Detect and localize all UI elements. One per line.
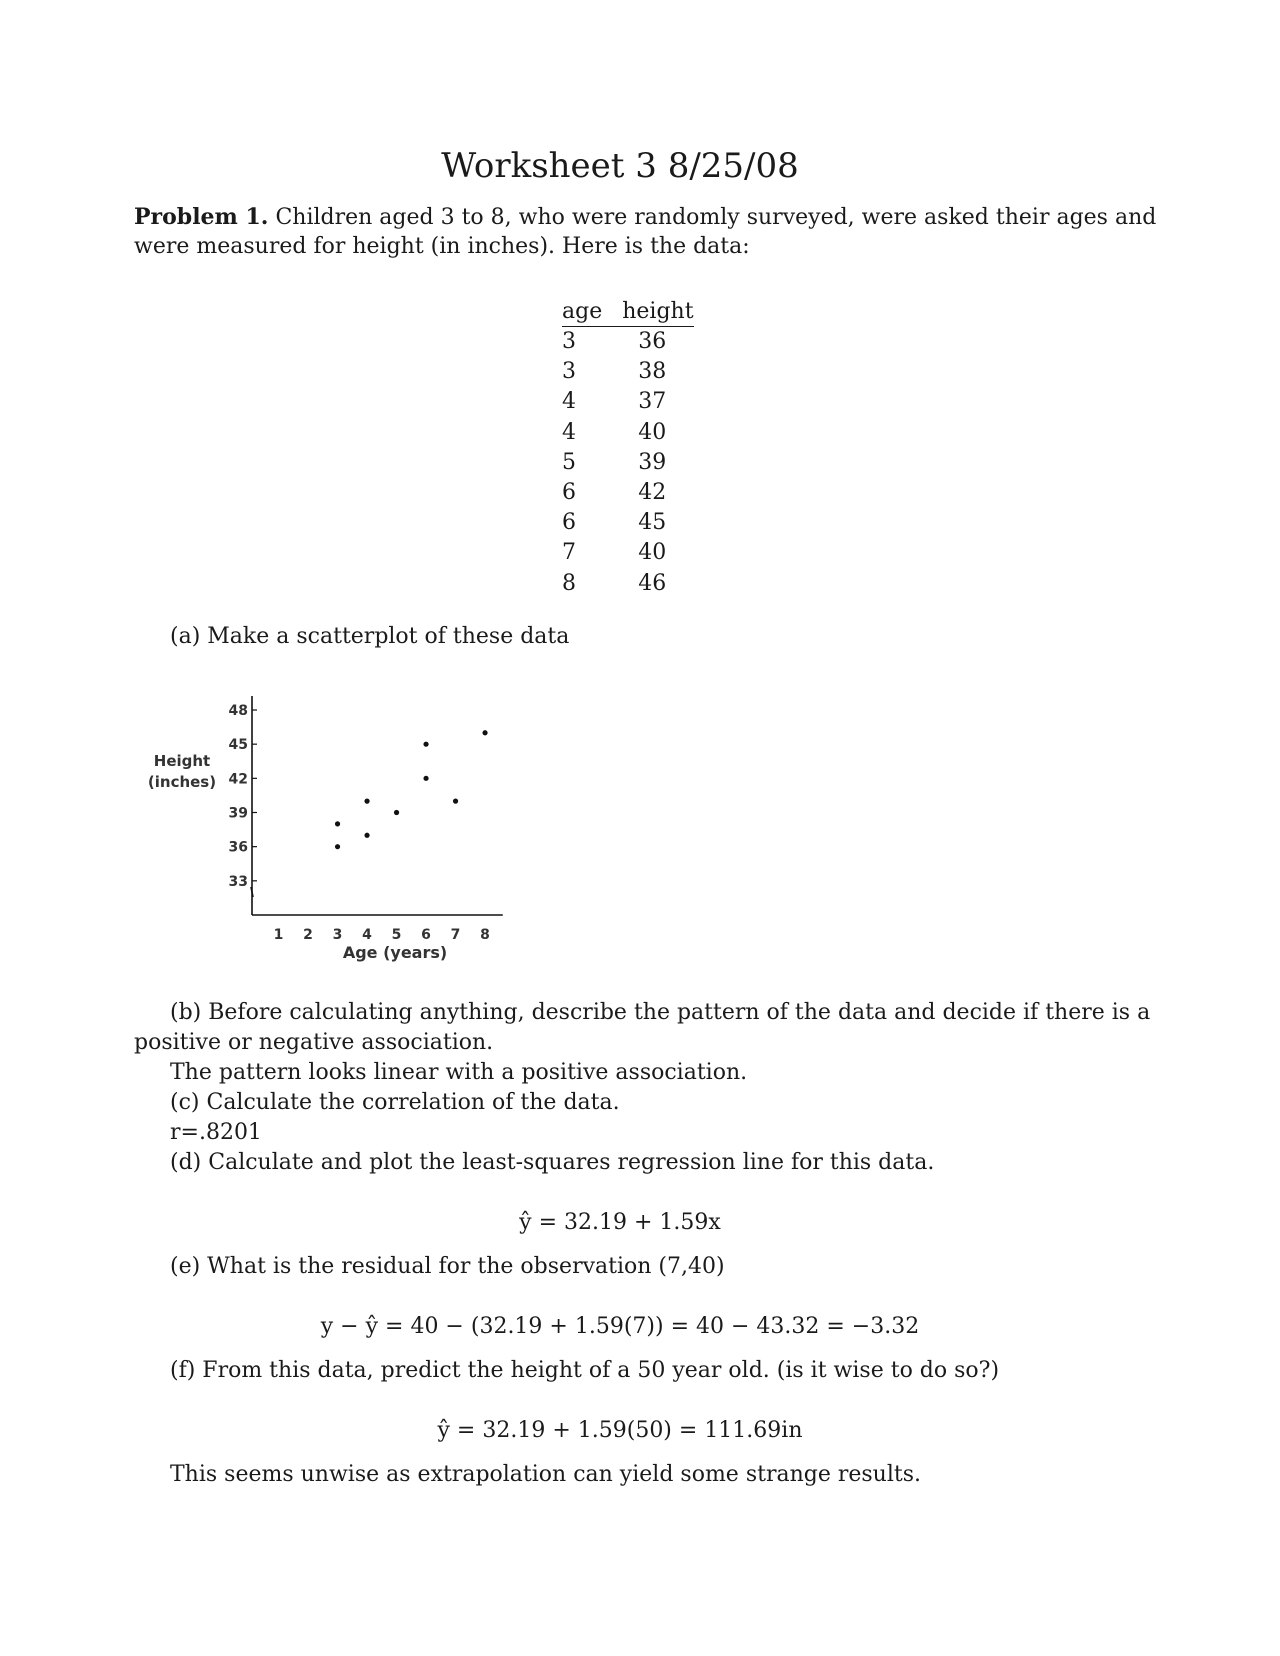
table-row [562, 508, 694, 538]
problem-label: Problem 1. [134, 204, 269, 230]
part-d: (d) Calculate and plot the least-squares regression line for this data. [170, 1150, 935, 1175]
y-tick-label: 42 [228, 771, 248, 788]
problem-intro-line1: Children aged 3 to 8, who were randomly surveyed, were asked their ages and [275, 205, 1157, 230]
answer-b: The pattern looks linear with a positive association. [170, 1060, 748, 1085]
part-c: (c) Calculate the correlation of the data. [170, 1090, 620, 1115]
table-cell-height: 46 [638, 570, 667, 596]
table-cell-age: 4 [562, 389, 576, 415]
part-f: (f) From this data, predict the height of a 50 year old. (is it wise to do so?) [170, 1358, 1000, 1383]
x-tick-label: 5 [391, 927, 402, 943]
table-row [562, 327, 694, 358]
table-cell-age: 7 [562, 540, 576, 566]
table-cell-age: 6 [562, 510, 576, 536]
x-axis-label: Age (years) [342, 943, 448, 962]
table-cell-height: 42 [638, 480, 667, 506]
equation-e: y − ŷ = 40 − (32.19 + 1.59(7)) = 40 − 43.32 = −3.32 [320, 1314, 920, 1339]
y-axis-label-line1: Height [153, 752, 211, 770]
part-a-text: (a) Make a scatterplot of these data [170, 624, 570, 649]
table-cell-age: 4 [562, 419, 576, 445]
y-tick-label: 33 [228, 873, 248, 890]
scatterplot [140, 690, 540, 970]
table-cell-age: 5 [562, 449, 576, 475]
table-cell-height: 37 [638, 389, 667, 415]
equation-d: ŷ = 32.19 + 1.59x [519, 1210, 721, 1235]
table-cell-height: 39 [638, 449, 667, 475]
table-cell-age: 6 [562, 480, 576, 506]
table-cell-age: 8 [562, 570, 576, 596]
table-cell-age: 3 [562, 359, 576, 385]
scatter-point [394, 810, 399, 815]
y-tick-label: 48 [228, 703, 248, 719]
table-cell-height: 40 [638, 419, 667, 445]
problem-intro [134, 202, 1156, 233]
x-tick-label: 2 [303, 927, 313, 943]
y-axis-label-line2: (inches) [147, 773, 217, 791]
scatter-point [453, 799, 458, 804]
part-b-line2: positive or negative association. [134, 1030, 494, 1055]
page-title: Worksheet 3 8/25/08 [441, 146, 799, 186]
table-body [562, 327, 694, 599]
scatter-point [364, 833, 369, 838]
scatter-point [423, 742, 428, 747]
y-tick-label: 45 [228, 737, 248, 754]
part-b-line1: (b) Before calculating anything, describe the pattern of the data and decide if there is a [170, 1000, 1151, 1025]
table-cell-height: 40 [638, 540, 667, 566]
part-e: (e) What is the residual for the observation (7,40) [170, 1254, 725, 1279]
table-row [562, 448, 694, 478]
scatter-point [364, 799, 369, 804]
scatter-point [335, 844, 340, 849]
y-tick-label: 36 [228, 839, 248, 856]
table-row [562, 357, 694, 387]
equation-f: ŷ = 32.19 + 1.59(50) = 111.69in [437, 1418, 803, 1443]
x-tick-label: 4 [362, 927, 372, 943]
y-tick-label: 39 [228, 805, 248, 822]
answer-c: r=.8201 [170, 1120, 262, 1145]
answer-f: This seems unwise as extrapolation can yield some strange results. [170, 1462, 921, 1487]
x-tick-label: 1 [273, 927, 284, 943]
scatter-point [482, 730, 487, 735]
table-row [562, 387, 694, 417]
table-row [562, 478, 694, 508]
table-row [562, 569, 694, 599]
x-tick-label: 6 [421, 927, 431, 943]
table-cell-height: 45 [638, 510, 667, 536]
table-cell-height: 38 [638, 359, 667, 385]
scatter-point [335, 821, 340, 826]
table-cell-age: 3 [562, 329, 576, 354]
table-header-height: height [612, 298, 693, 327]
x-tick-label: 8 [480, 927, 490, 943]
scatter-point [423, 776, 428, 781]
table-row [562, 538, 694, 568]
table-row [562, 418, 694, 448]
table-header-age: age [562, 298, 612, 327]
x-tick-label: 3 [332, 927, 343, 943]
data-table [562, 298, 694, 599]
table-cell-height: 36 [638, 329, 667, 354]
problem-intro-line2: were measured for height (in inches). Here is the data: [134, 234, 750, 259]
x-tick-label: 7 [450, 927, 461, 943]
